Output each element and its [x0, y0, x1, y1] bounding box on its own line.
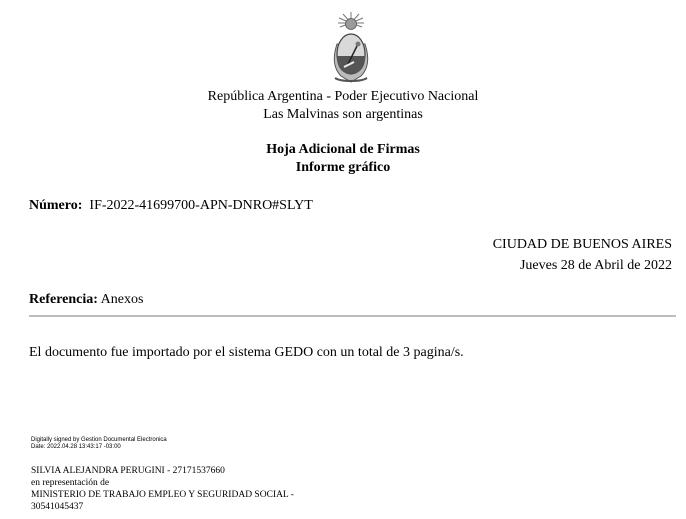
numero-row	[29, 197, 313, 215]
representation-text: en representación de	[31, 478, 110, 488]
document-title: Hoja Adicional de Firmas	[266, 142, 420, 157]
signer-name: SILVIA ALEJANDRA PERUGINI - 27171537660	[31, 466, 225, 476]
referencia-value: Anexos	[100, 292, 144, 307]
referencia-label: Referencia:	[29, 292, 98, 307]
header-line-2: Las Malvinas son argentinas	[263, 107, 423, 122]
numero-value: IF-2022-41699700-APN-DNRO#SLYT	[89, 198, 313, 213]
date: Jueves 28 de Abril de 2022	[519, 258, 672, 273]
digital-signature-line-2: Date: 2022.04.28 13:43:17 -03:00	[31, 444, 121, 450]
numero-label: Número:	[29, 198, 83, 213]
ministry-name: MINISTERIO DE TRABAJO EMPLEO Y SEGURIDAD SOCIAL -	[31, 490, 294, 500]
ministry-cuit: 30541045437	[31, 502, 84, 512]
body-text: El documento fue importado por el sistema GEDO con un total de 3 pagina/s.	[29, 345, 464, 360]
coat-of-arms-icon	[327, 12, 375, 86]
header-line-1: República Argentina - Poder Ejecutivo Nacional	[207, 89, 479, 104]
document-subtitle: Informe gráfico	[295, 160, 391, 175]
digital-signature-line-1: Digitally signed by Gestion Documental Electronica	[31, 437, 167, 443]
referencia-row	[29, 291, 143, 309]
divider	[29, 315, 676, 317]
city: CIUDAD DE BUENOS AIRES	[492, 237, 672, 252]
